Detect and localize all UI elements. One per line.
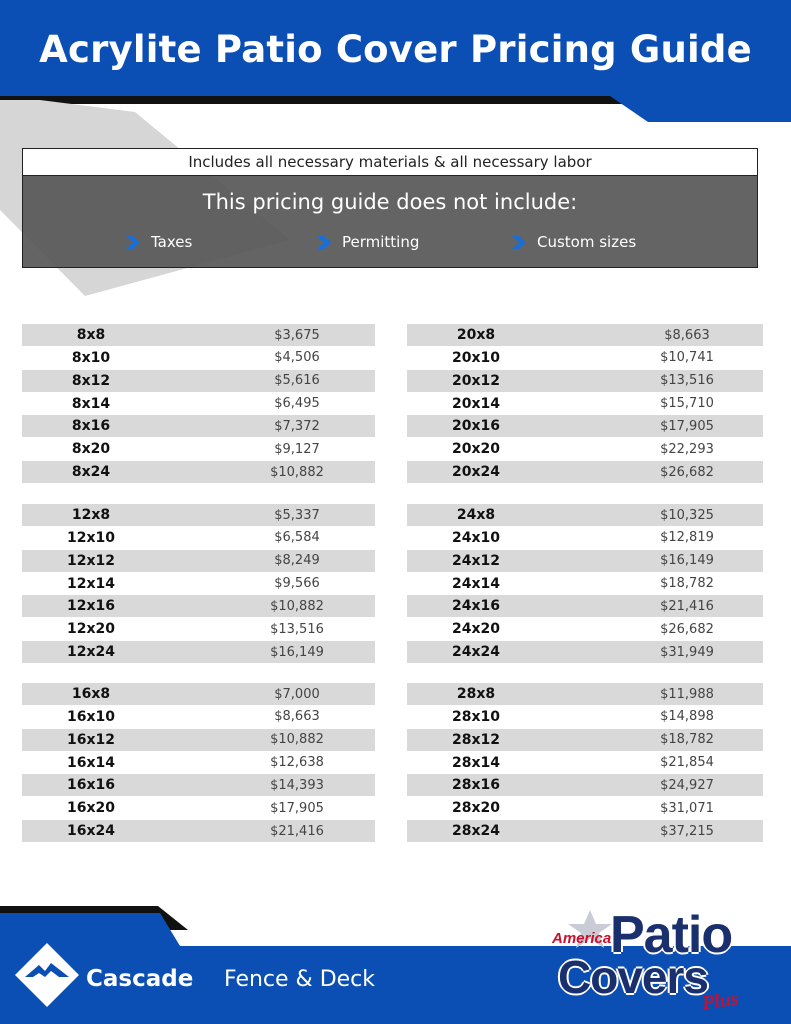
price-row xyxy=(22,683,375,705)
cover-price: $9,127 xyxy=(274,441,320,457)
cover-price: $7,372 xyxy=(274,418,320,434)
cover-price: $31,949 xyxy=(660,644,714,660)
cover-size: 12x24 xyxy=(67,644,115,661)
price-row xyxy=(22,504,375,526)
cover-size: 12x16 xyxy=(67,598,115,615)
cover-size: 28x20 xyxy=(452,800,500,817)
partner-logo-american: American xyxy=(552,930,621,947)
price-row xyxy=(407,641,763,663)
partner-logo-covers: Covers xyxy=(558,951,708,1003)
price-row xyxy=(22,415,375,437)
exclusion-label: Taxes xyxy=(151,233,193,251)
price-row xyxy=(22,618,375,640)
cover-size: 24x10 xyxy=(452,529,500,546)
cover-price: $5,616 xyxy=(274,373,320,389)
cascade-logo-icon xyxy=(15,943,79,1007)
cover-size: 24x20 xyxy=(452,621,500,638)
cover-price: $17,905 xyxy=(660,418,714,434)
exclusions-panel xyxy=(22,176,758,268)
exclusion-label: Permitting xyxy=(342,233,420,251)
price-row xyxy=(407,706,763,728)
price-row xyxy=(22,438,375,460)
price-row xyxy=(407,797,763,819)
cover-size: 20x16 xyxy=(452,418,500,435)
cover-price: $21,416 xyxy=(270,823,324,839)
partner-logo-patio: Patio xyxy=(610,906,733,964)
cover-size: 16x14 xyxy=(67,754,115,771)
cover-price: $18,782 xyxy=(660,732,714,748)
price-row xyxy=(407,752,763,774)
cover-price: $11,988 xyxy=(660,686,714,702)
cover-size: 28x12 xyxy=(452,731,500,748)
cover-price: $12,638 xyxy=(270,755,324,771)
cover-size: 20x8 xyxy=(456,327,496,343)
cover-price: $6,584 xyxy=(274,530,320,546)
cover-price: $10,741 xyxy=(660,350,714,366)
chevron-right-icon xyxy=(317,236,331,249)
cover-size: 28x16 xyxy=(452,777,500,794)
price-row xyxy=(407,370,763,392)
cover-price: $10,882 xyxy=(270,464,324,480)
cover-size: 24x16 xyxy=(452,598,500,615)
price-row xyxy=(22,797,375,819)
cover-price: $31,071 xyxy=(660,800,714,816)
cover-size: 28x14 xyxy=(452,754,500,771)
partner-logo-plus: Plus xyxy=(700,987,740,1015)
cover-price: $7,000 xyxy=(274,686,320,702)
price-row xyxy=(407,683,763,705)
cover-price: $3,675 xyxy=(274,327,320,343)
cover-price: $21,854 xyxy=(660,755,714,771)
price-row xyxy=(407,550,763,572)
cover-price: $21,416 xyxy=(660,598,714,614)
cover-size: 28x10 xyxy=(452,708,500,725)
cover-size: 8x20 xyxy=(71,441,111,458)
price-row xyxy=(407,393,763,415)
price-row xyxy=(22,820,375,842)
chevron-right-icon xyxy=(512,236,526,249)
exclusion-item-permitting xyxy=(317,233,419,251)
cover-price: $16,149 xyxy=(270,644,324,660)
price-row xyxy=(22,729,375,751)
price-row xyxy=(22,641,375,663)
cover-price: $17,905 xyxy=(270,800,324,816)
cover-size: 16x16 xyxy=(67,777,115,794)
cover-price: $13,516 xyxy=(660,373,714,389)
price-row xyxy=(22,324,375,346)
cover-price: $8,663 xyxy=(274,709,320,725)
price-row xyxy=(407,573,763,595)
cover-price: $22,293 xyxy=(660,441,714,457)
cover-size: 12x8 xyxy=(71,507,111,523)
price-row xyxy=(22,347,375,369)
cover-size: 24x24 xyxy=(452,644,500,661)
exclusion-label: Custom sizes xyxy=(537,233,637,251)
cover-size: 8x12 xyxy=(71,372,111,389)
cover-price: $8,249 xyxy=(274,553,320,569)
price-row xyxy=(407,504,763,526)
cover-size: 28x8 xyxy=(456,686,496,702)
cover-price: $15,710 xyxy=(660,396,714,412)
price-row xyxy=(22,461,375,483)
cover-size: 28x24 xyxy=(452,823,500,840)
price-row xyxy=(407,438,763,460)
exclusion-item-taxes xyxy=(126,233,192,251)
cover-size: 12x20 xyxy=(67,621,115,638)
cover-size: 16x8 xyxy=(71,686,111,702)
cover-price: $8,663 xyxy=(664,327,710,343)
price-row xyxy=(407,774,763,796)
cover-price: $14,393 xyxy=(270,777,324,793)
price-row xyxy=(407,595,763,617)
cover-size: 8x16 xyxy=(71,418,111,435)
includes-note: Includes all necessary materials & all necessary labor xyxy=(22,148,758,176)
page-title: Acrylite Patio Cover Pricing Guide xyxy=(39,28,752,71)
price-row xyxy=(22,774,375,796)
cover-price: $12,819 xyxy=(660,530,714,546)
cover-size: 20x24 xyxy=(452,464,500,481)
cover-size: 16x12 xyxy=(67,731,115,748)
cover-price: $26,682 xyxy=(660,621,714,637)
price-row xyxy=(22,370,375,392)
cover-price: $5,337 xyxy=(274,507,320,523)
cover-price: $10,882 xyxy=(270,732,324,748)
price-row xyxy=(407,461,763,483)
cover-price: $6,495 xyxy=(274,396,320,412)
price-row xyxy=(407,527,763,549)
cover-price: $18,782 xyxy=(660,576,714,592)
exclusion-item-custom-sizes xyxy=(512,233,636,251)
cover-size: 8x10 xyxy=(71,349,111,366)
cover-size: 24x14 xyxy=(452,575,500,592)
price-row xyxy=(407,618,763,640)
price-row xyxy=(407,347,763,369)
cover-size: 12x12 xyxy=(67,552,115,569)
exclusions-heading: This pricing guide does not include: xyxy=(202,190,578,214)
cover-price: $16,149 xyxy=(660,553,714,569)
brand-name: Cascade xyxy=(86,966,194,992)
price-row xyxy=(22,706,375,728)
cover-price: $10,882 xyxy=(270,598,324,614)
cover-size: 8x14 xyxy=(71,395,111,412)
cover-size: 8x8 xyxy=(76,327,106,343)
price-row xyxy=(407,729,763,751)
cover-size: 16x24 xyxy=(67,823,115,840)
cover-price: $14,898 xyxy=(660,709,714,725)
price-row xyxy=(22,550,375,572)
price-row xyxy=(407,324,763,346)
cover-size: 20x10 xyxy=(452,349,500,366)
price-row xyxy=(22,393,375,415)
cover-price: $9,566 xyxy=(274,576,320,592)
cover-size: 20x14 xyxy=(452,395,500,412)
brand-subtitle: Fence & Deck xyxy=(224,967,376,992)
price-row xyxy=(22,573,375,595)
price-row xyxy=(407,820,763,842)
chevron-right-icon xyxy=(126,236,140,249)
cover-size: 24x12 xyxy=(452,552,500,569)
cover-price: $24,927 xyxy=(660,777,714,793)
cover-size: 20x12 xyxy=(452,372,500,389)
cover-price: $4,506 xyxy=(274,350,320,366)
price-row xyxy=(22,595,375,617)
price-row xyxy=(407,415,763,437)
cover-size: 24x8 xyxy=(456,507,496,523)
cover-size: 8x24 xyxy=(71,464,111,481)
cover-price: $13,516 xyxy=(270,621,324,637)
cover-size: 12x14 xyxy=(67,575,115,592)
price-row xyxy=(22,752,375,774)
cover-price: $37,215 xyxy=(660,823,714,839)
cover-size: 16x20 xyxy=(67,800,115,817)
cover-size: 20x20 xyxy=(452,441,500,458)
price-row xyxy=(22,527,375,549)
cover-size: 12x10 xyxy=(67,529,115,546)
cover-price: $10,325 xyxy=(660,507,714,523)
cover-price: $26,682 xyxy=(660,464,714,480)
cover-size: 16x10 xyxy=(67,708,115,725)
